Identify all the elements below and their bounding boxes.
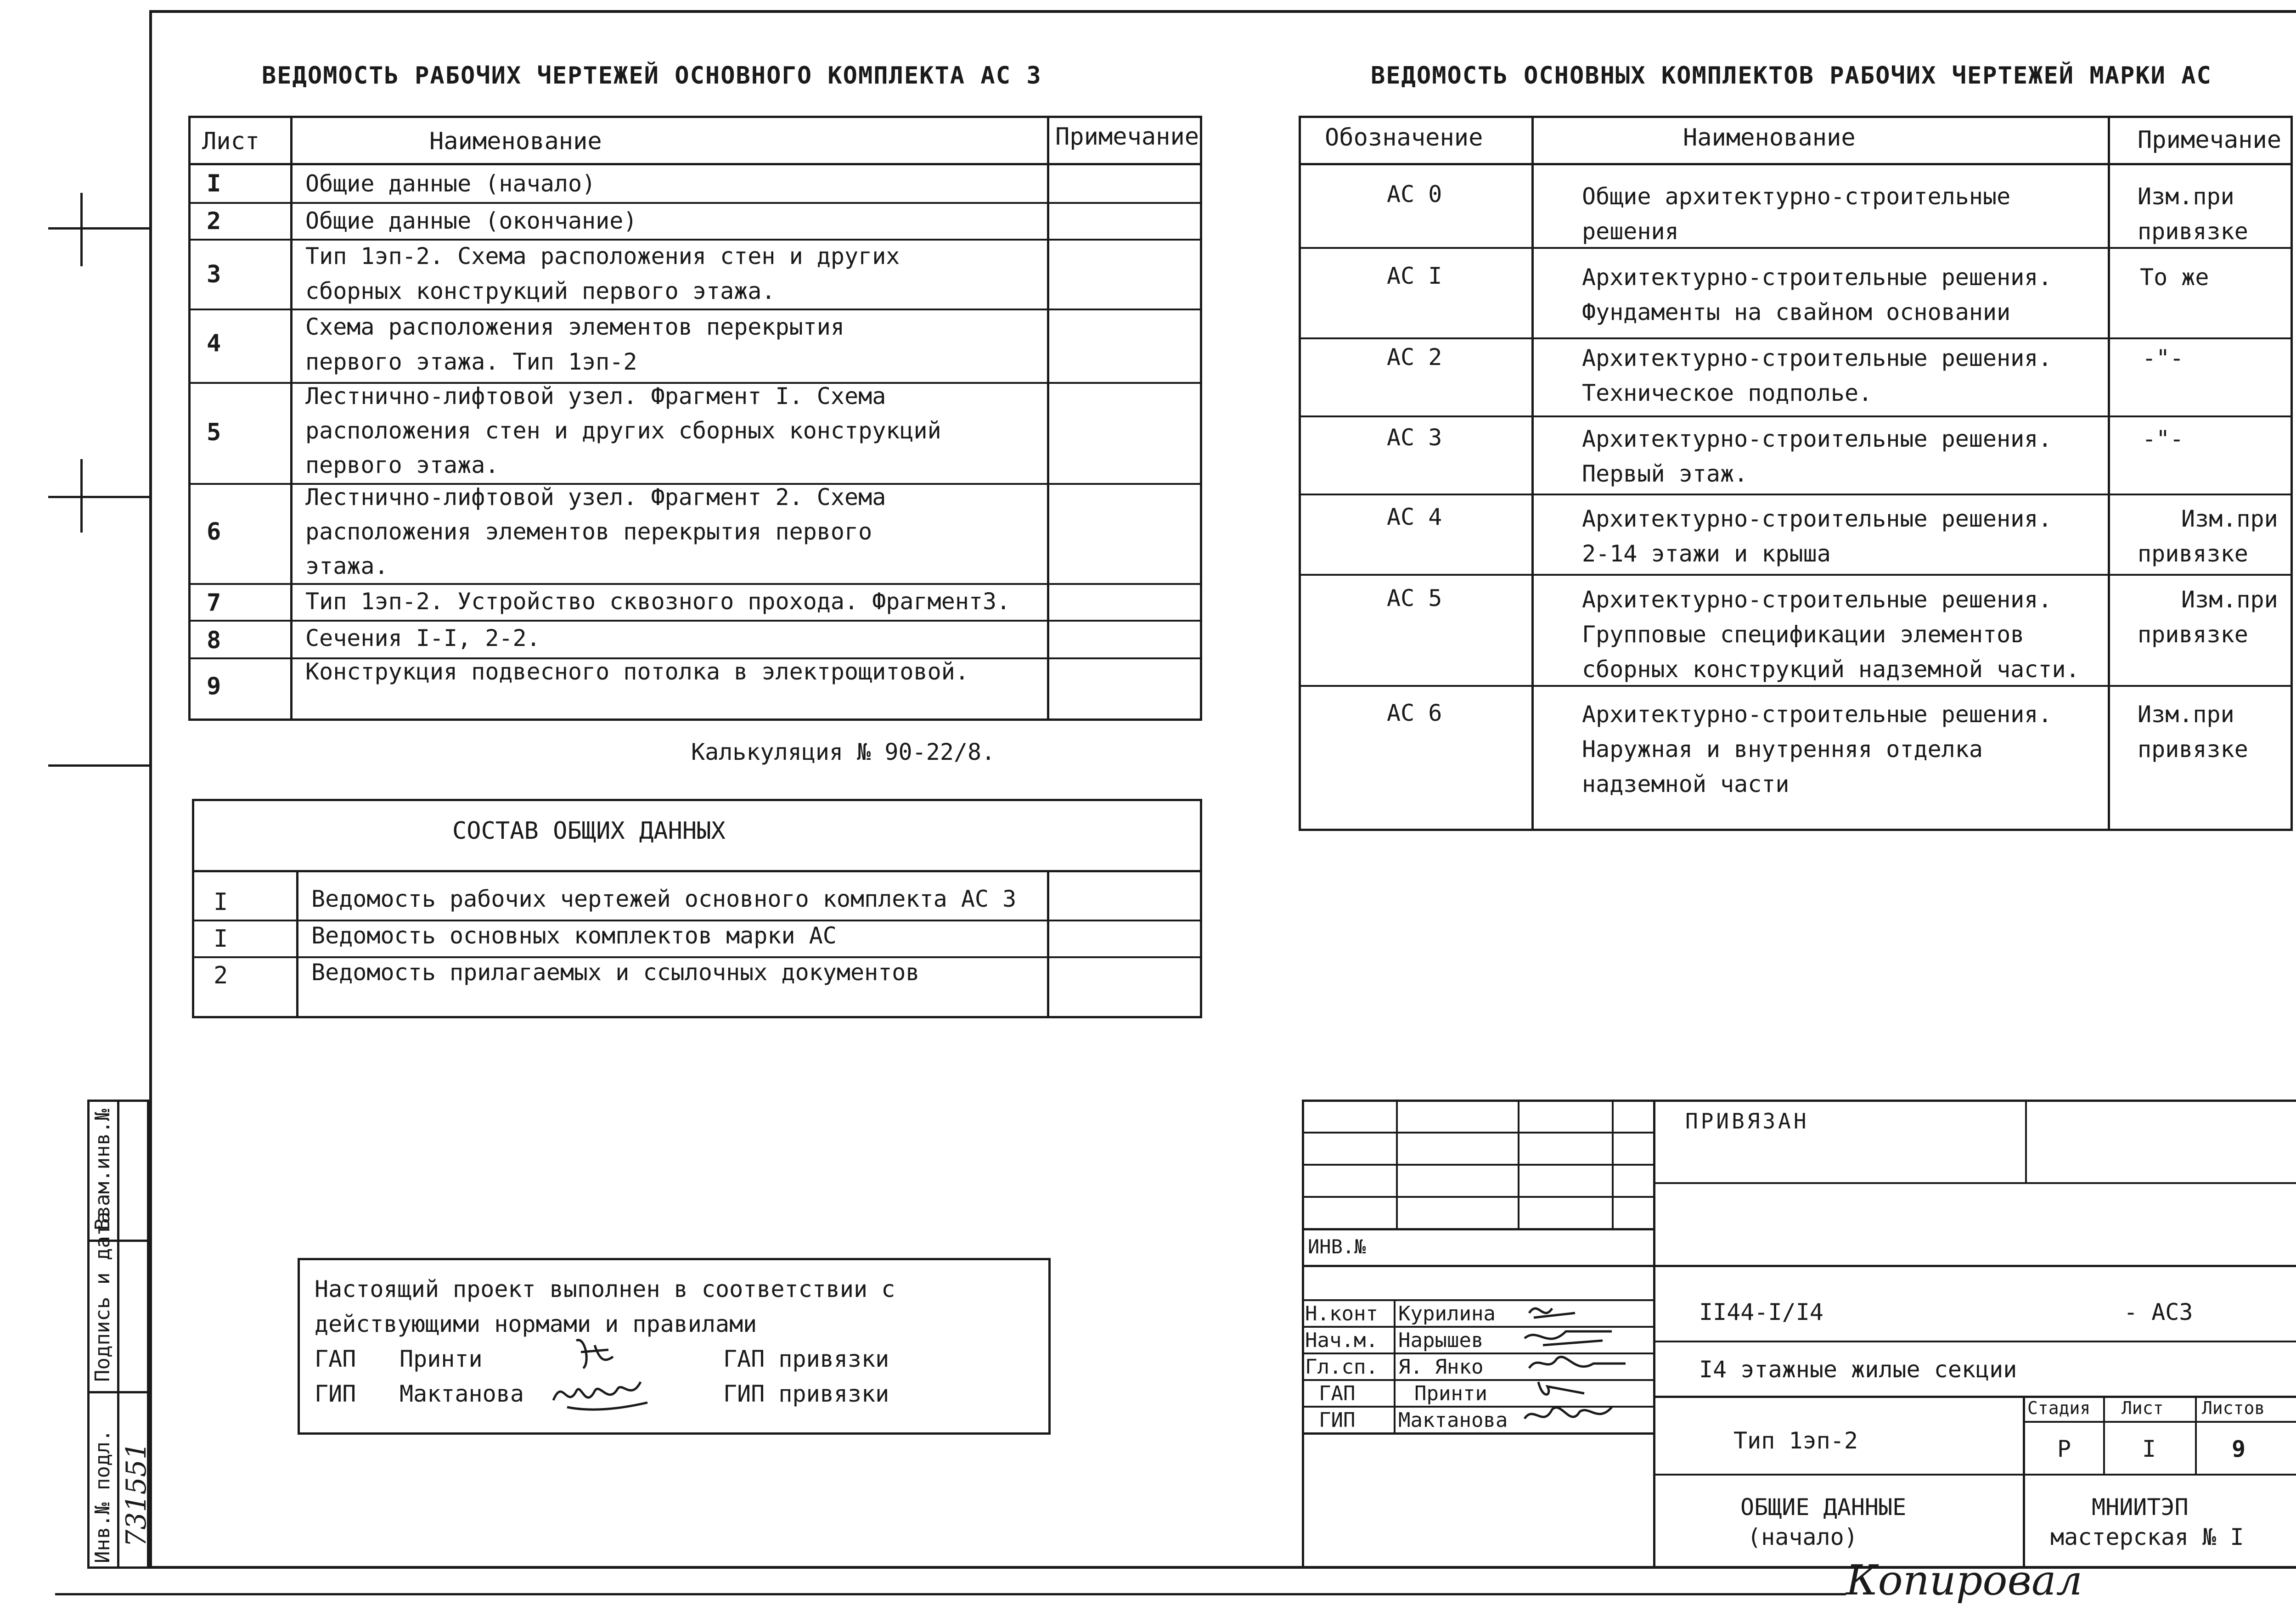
table-row-name: первого этажа. Тип 1эп-2 <box>305 348 637 375</box>
sign-date-label: Подпись и дата <box>91 1212 114 1382</box>
table-row-name: первого этажа. <box>305 452 499 478</box>
sheet-value: I <box>2142 1436 2156 1462</box>
drawing-name-sub: (начало) <box>1747 1524 1858 1550</box>
table-row-name: Архитектурно-строительные решения. <box>1582 345 2052 371</box>
table-row-note: -"- <box>2142 345 2184 371</box>
gip-name: Мактанова <box>400 1381 524 1407</box>
right-table-title: ВЕДОМОСТЬ ОСНОВНЫХ КОМПЛЕКТОВ РАБОЧИХ ЧЕРТЕЖЕЙ МАРКИ АС <box>1371 62 2212 90</box>
role-label: Н.конт <box>1305 1302 1378 1325</box>
table-row-note: Изм.при <box>2181 505 2278 532</box>
attached-label: ПРИВЯЗАН <box>1685 1109 1809 1134</box>
table-row-name: 2-14 этажи и крыша <box>1582 540 1831 567</box>
drawing-name: ОБЩИЕ ДАННЫЕ <box>1740 1494 1907 1521</box>
list-item-name: Ведомость прилагаемых и ссылочных документов <box>311 959 920 986</box>
inv-number: 731551 <box>120 1442 152 1547</box>
project-mark: - АС3 <box>2124 1299 2193 1325</box>
norms-note-line: действующими нормами и правилами <box>315 1311 757 1337</box>
table-row-note: Изм.при <box>2181 586 2278 613</box>
gip-binding-label: ГИП привязки <box>723 1381 889 1407</box>
table-row-name: сборных конструкций первого этажа. <box>305 278 776 304</box>
table-row-name: Первый этаж. <box>1582 460 1748 487</box>
role-label: ГАП <box>1319 1382 1356 1405</box>
table-row-sheet: 7 <box>207 589 221 617</box>
col-header-name: Наименование <box>1683 124 1856 152</box>
table-row-name: Архитектурно-строительные решения. <box>1582 264 2052 291</box>
table-row-sheet: 6 <box>207 518 221 545</box>
gap-name: Принти <box>400 1346 483 1372</box>
table-row-code: АС 5 <box>1387 585 1442 612</box>
role-label: ГИП <box>1319 1409 1356 1432</box>
table-row-code: АС 3 <box>1387 424 1442 451</box>
list-item-name: Ведомость рабочих чертежей основного комплекта АС 3 <box>311 886 1017 912</box>
gap-binding-label: ГАП привязки <box>723 1346 889 1372</box>
table-row-name: Общие архитектурно-строительные <box>1582 183 2011 210</box>
table-row-sheet: 3 <box>207 261 221 288</box>
col-header-code: Обозначение <box>1325 124 1483 152</box>
table-row-name: Лестнично-лифтовой узел. Фрагмент I. Схема <box>305 383 886 410</box>
table-row-name: Техническое подполье. <box>1582 380 1873 406</box>
col-header-sheet: Лист <box>202 128 260 155</box>
table-row-name: Тип 1эп-2. Схема расположения стен и других <box>305 243 900 269</box>
table-row-note: привязке <box>2138 540 2248 567</box>
table-row-sheet: 5 <box>207 419 221 446</box>
table-row-sheet: 4 <box>207 330 221 357</box>
table-row-code: АС I <box>1387 263 1442 289</box>
table-row-code: АС 2 <box>1387 344 1442 370</box>
role-name: Я. Янко <box>1398 1355 1484 1379</box>
role-label: Гл.сп. <box>1305 1355 1378 1379</box>
col-header-name: Наименование <box>429 128 602 155</box>
margin-tick <box>48 496 149 498</box>
table-row-sheet: 2 <box>207 208 221 235</box>
table-row-sheet: I <box>207 170 221 197</box>
role-name: Мактанова <box>1398 1409 1508 1432</box>
role-name: Курилина <box>1398 1302 1496 1325</box>
sheet-header: Лист <box>2122 1398 2164 1418</box>
margin-tick <box>80 193 83 266</box>
type-label: Тип 1эп-2 <box>1733 1427 1858 1454</box>
table-row-name: Сечения I-I, 2-2. <box>305 625 540 651</box>
table-row-name: Архитектурно-строительные решения. <box>1582 701 2052 728</box>
organization-dept: мастерская № I <box>2050 1524 2244 1550</box>
table-row-name: решения <box>1582 218 1679 245</box>
list-item-sheet: I <box>214 925 228 953</box>
table-row-name: Лестнично-лифтовой узел. Фрагмент 2. Схема <box>305 484 886 511</box>
role-name: Нарышев <box>1398 1329 1484 1352</box>
table-row-name: Тип 1эп-2. Устройство сквозного прохода. Фрагмент3. <box>305 588 1011 615</box>
table-row-name: Схема расположения элементов перекрытия <box>305 314 844 340</box>
gap-label: ГАП <box>315 1346 356 1372</box>
sheets-header: Листов <box>2202 1398 2265 1418</box>
copyist-handwriting: Копировал <box>1846 1556 2082 1605</box>
gip-label: ГИП <box>315 1381 356 1407</box>
table-row-note: То же <box>2140 264 2209 291</box>
left-table-title: ВЕДОМОСТЬ РАБОЧИХ ЧЕРТЕЖЕЙ ОСНОВНОГО КОМПЛЕКТА АС 3 <box>262 62 1042 90</box>
inv-orig-label: Инв.№ подл. <box>91 1429 114 1563</box>
table-row-name: Архитектурно-строительные решения. <box>1582 505 2052 532</box>
table-row-name: сборных конструкций надземной части. <box>1582 656 2080 683</box>
object-name: I4 этажные жилые секции <box>1699 1356 2017 1383</box>
stage-value: Р <box>2057 1436 2071 1462</box>
inv-label: ИНВ.№ <box>1308 1235 1366 1258</box>
sheets-value: 9 <box>2232 1436 2246 1462</box>
signature-icon <box>549 1368 654 1419</box>
table-row-note: Изм.при <box>2138 701 2234 728</box>
bottom-rule <box>55 1593 1846 1595</box>
table-row-sheet: 8 <box>207 627 221 654</box>
role-label: Нач.м. <box>1305 1329 1378 1352</box>
table-row-name: Групповые спецификации элементов <box>1582 621 2025 648</box>
table-row-name: Общие данные (окончание) <box>305 208 637 234</box>
list-item-name: Ведомость основных комплектов марки АС <box>311 922 837 949</box>
list-item-sheet: I <box>214 888 228 916</box>
role-name: Принти <box>1414 1382 1487 1405</box>
table-row-note: привязке <box>2138 736 2248 763</box>
table-row-code: АС 6 <box>1387 700 1442 726</box>
table-row-name: Общие данные (начало) <box>305 170 596 197</box>
table-row-code: АС 4 <box>1387 504 1442 530</box>
col-header-note: Примечание <box>1055 123 1199 151</box>
margin-tick <box>48 227 149 230</box>
table-row-code: АС 0 <box>1387 181 1442 208</box>
norms-note-line: Настоящий проект выполнен в соответствии с <box>315 1276 895 1302</box>
table-row-name: расположения элементов перекрытия первого <box>305 518 872 545</box>
table-row-note: привязке <box>2138 218 2248 245</box>
table-row-name: Архитектурно-строительные решения. <box>1582 426 2052 452</box>
project-code: II44-I/I4 <box>1699 1299 1823 1325</box>
margin-tick <box>48 764 149 767</box>
table-row-name: Архитектурно-строительные решения. <box>1582 586 2052 613</box>
stage-header: Стадия <box>2027 1398 2091 1418</box>
organization-name: МНИИТЭП <box>2092 1494 2189 1521</box>
list-item-sheet: 2 <box>214 962 228 989</box>
table-row-name: Конструкция подвесного потолка в электрощитовой. <box>305 658 969 685</box>
table-row-name: Фундаменты на свайном основании <box>1582 299 2011 326</box>
col-header-note: Примечание <box>2138 126 2282 154</box>
table-row-name: этажа. <box>305 553 388 579</box>
replace-inv-label: Взам.инв.№ <box>91 1109 114 1230</box>
table-row-name: Наружная и внутренняя отделка <box>1582 736 1983 763</box>
table-row-name: надземной части <box>1582 771 1790 797</box>
general-data-title: СОСТАВ ОБЩИХ ДАННЫХ <box>452 817 726 845</box>
table-row-sheet: 9 <box>207 673 221 700</box>
calculation-number: Калькуляция № 90-22/8. <box>691 739 996 765</box>
table-row-note: Изм.при <box>2138 183 2234 210</box>
table-row-note: -"- <box>2142 426 2184 452</box>
signature-icon <box>1520 1295 1635 1437</box>
margin-tick <box>80 459 83 533</box>
table-row-name: расположения стен и других сборных конструкций <box>305 417 941 444</box>
table-row-note: привязке <box>2138 621 2248 648</box>
